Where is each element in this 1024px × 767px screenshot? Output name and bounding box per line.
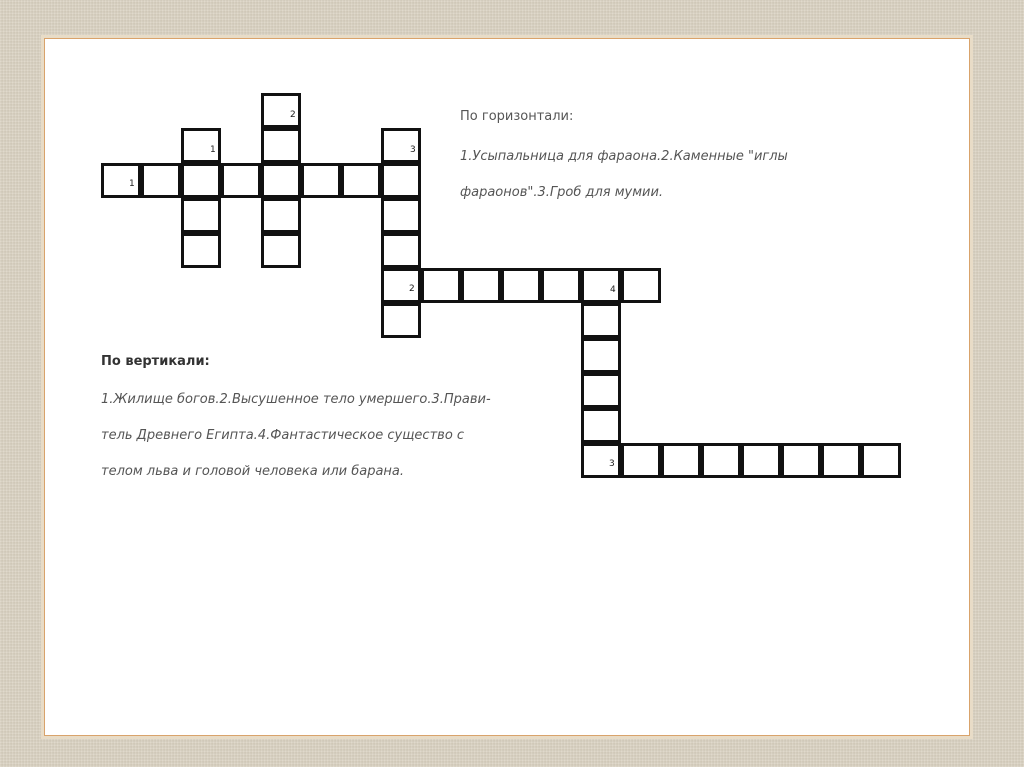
number-horizontal-1: 1	[129, 179, 135, 189]
crossword-cell[interactable]	[181, 163, 221, 198]
vertical-clue-line: телом льва и головой человека или барана.	[101, 464, 405, 479]
crossword-cell[interactable]	[261, 233, 301, 268]
crossword-cell[interactable]	[381, 268, 421, 303]
vertical-clue-line: 1.Жилище богов.2.Высушенное тело умершего.3.Прави-	[101, 392, 491, 407]
crossword-cell[interactable]	[301, 163, 341, 198]
crossword-cell[interactable]	[581, 408, 621, 443]
slide-page	[44, 38, 970, 736]
crossword-cell[interactable]	[101, 163, 141, 198]
crossword-cell[interactable]	[261, 163, 301, 198]
crossword-cell[interactable]	[181, 233, 221, 268]
number-vertical-4: 4	[610, 285, 616, 295]
crossword-cell[interactable]	[701, 443, 741, 478]
crossword-cell[interactable]	[781, 443, 821, 478]
crossword-cell[interactable]	[221, 163, 261, 198]
crossword-cell[interactable]	[581, 303, 621, 338]
vertical-clues-title: По вертикали:	[101, 354, 210, 369]
horizontal-clues-text: 1.Усыпальница для фараона.2.Каменные "иглы фараонов".3.Гроб для мумии.	[460, 149, 788, 200]
number-vertical-3: 3	[410, 145, 416, 155]
crossword-cell[interactable]	[381, 233, 421, 268]
number-vertical-1: 1	[210, 145, 216, 155]
crossword-cell[interactable]	[501, 268, 541, 303]
crossword-cell[interactable]	[581, 373, 621, 408]
crossword-cell[interactable]	[181, 198, 221, 233]
horizontal-clues-title: По горизонтали:	[460, 109, 574, 124]
crossword-cell[interactable]	[821, 443, 861, 478]
crossword-cell[interactable]	[381, 198, 421, 233]
crossword-cell[interactable]	[141, 163, 181, 198]
crossword-cell[interactable]	[261, 128, 301, 163]
crossword-cell[interactable]	[381, 163, 421, 198]
crossword-cell[interactable]	[581, 338, 621, 373]
number-horizontal-3: 3	[609, 459, 615, 469]
crossword-cell[interactable]	[741, 443, 781, 478]
crossword-cell[interactable]	[661, 443, 701, 478]
crossword-cell[interactable]	[341, 163, 381, 198]
crossword-cell[interactable]	[621, 443, 661, 478]
number-vertical-2: 2	[290, 110, 296, 120]
crossword-cell[interactable]	[381, 303, 421, 338]
crossword-cell[interactable]	[621, 268, 661, 303]
crossword-cell[interactable]	[461, 268, 501, 303]
vertical-clues-text	[101, 382, 541, 490]
number-horizontal-2: 2	[409, 284, 415, 294]
vertical-clue-line: тель Древнего Египта.4.Фантастическое существо с	[101, 428, 465, 443]
crossword-cell[interactable]	[541, 268, 581, 303]
crossword-cell[interactable]	[581, 443, 621, 478]
crossword-cell[interactable]	[261, 198, 301, 233]
crossword-cell[interactable]	[421, 268, 461, 303]
crossword-cell[interactable]	[861, 443, 901, 478]
